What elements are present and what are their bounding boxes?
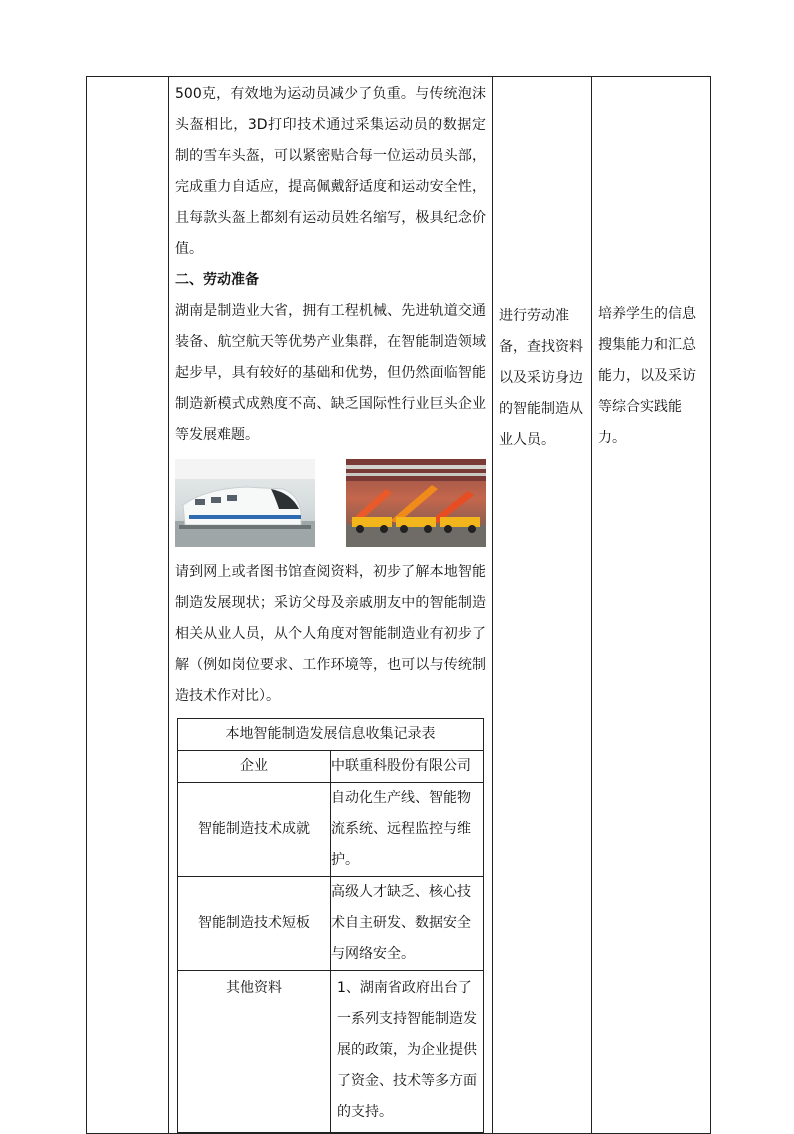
record-key: 企业 xyxy=(178,751,331,783)
stage-cell xyxy=(87,77,169,1134)
student-activity-cell xyxy=(493,77,592,1134)
record-value: 中联重科股份有限公司 xyxy=(331,751,484,783)
photo-row xyxy=(175,459,486,547)
content-cell xyxy=(169,77,493,1134)
design-intent-cell xyxy=(592,77,711,1134)
record-table-row xyxy=(178,971,484,1133)
factory-illustration xyxy=(346,459,486,547)
record-key: 智能制造技术成就 xyxy=(178,783,331,877)
para-hunan: 湖南是制造业大省，拥有工程机械、先进轨道交通装备、航空航天等优势产业集群，在智能制造领域起步早，具有较好的基础和优势，但仍然面临智能制造新模式成熟度不高、缺乏国际性行业巨头企业等发展难题。 xyxy=(175,303,486,443)
para-helmet: 500克，有效地为运动员减少了负重。与传统泡沫头盔相比，3D打印技术通过采集运动员的数据定制的雪车头盔，可以紧密贴合每一位运动员头部，完成重力自适应，提高佩戴舒适度和运动安全性，且每款头盔上都刻有运动员姓名缩写，极具纪念价值。 xyxy=(175,86,486,257)
lesson-plan-table xyxy=(86,76,711,1134)
record-table-title-row xyxy=(178,719,484,751)
record-key: 其他资料 xyxy=(178,971,331,1133)
record-table-title: 本地智能制造发展信息收集记录表 xyxy=(178,719,484,751)
record-table-row xyxy=(178,783,484,877)
record-table xyxy=(177,718,484,1133)
record-value: 自动化生产线、智能物流系统、远程监控与维护。 xyxy=(331,783,484,877)
train-illustration xyxy=(175,459,315,547)
lesson-row xyxy=(87,77,711,1134)
content-body xyxy=(169,77,492,712)
design-intent-text: 培养学生的信息搜集能力和汇总能力，以及采访等综合实践能力。 xyxy=(598,306,696,446)
record-table-row xyxy=(178,751,484,783)
factory-photo xyxy=(346,459,486,547)
record-value: 高级人才缺乏、核心技术自主研发、数据安全与网络安全。 xyxy=(331,877,484,971)
student-activity-text: 进行劳动准备，查找资料以及采访身边的智能制造从业人员。 xyxy=(499,308,583,448)
record-table-row xyxy=(178,877,484,971)
para-task: 请到网上或者图书馆查阅资料，初步了解本地智能制造发展现状；采访父母及亲戚朋友中的智能制造相关从业人员，从个人角度对智能制造业有初步了解（例如岗位要求、工作环境等，也可以与传统制造技术作对比）。 xyxy=(175,564,486,704)
section-heading: 二、劳动准备 xyxy=(175,272,259,288)
record-value: 1、湖南省政府出台了一系列支持智能制造发展的政策，为企业提供了资金、技术等多方面的支持。 xyxy=(331,971,484,1133)
train-photo xyxy=(175,459,315,547)
record-key: 智能制造技术短板 xyxy=(178,877,331,971)
